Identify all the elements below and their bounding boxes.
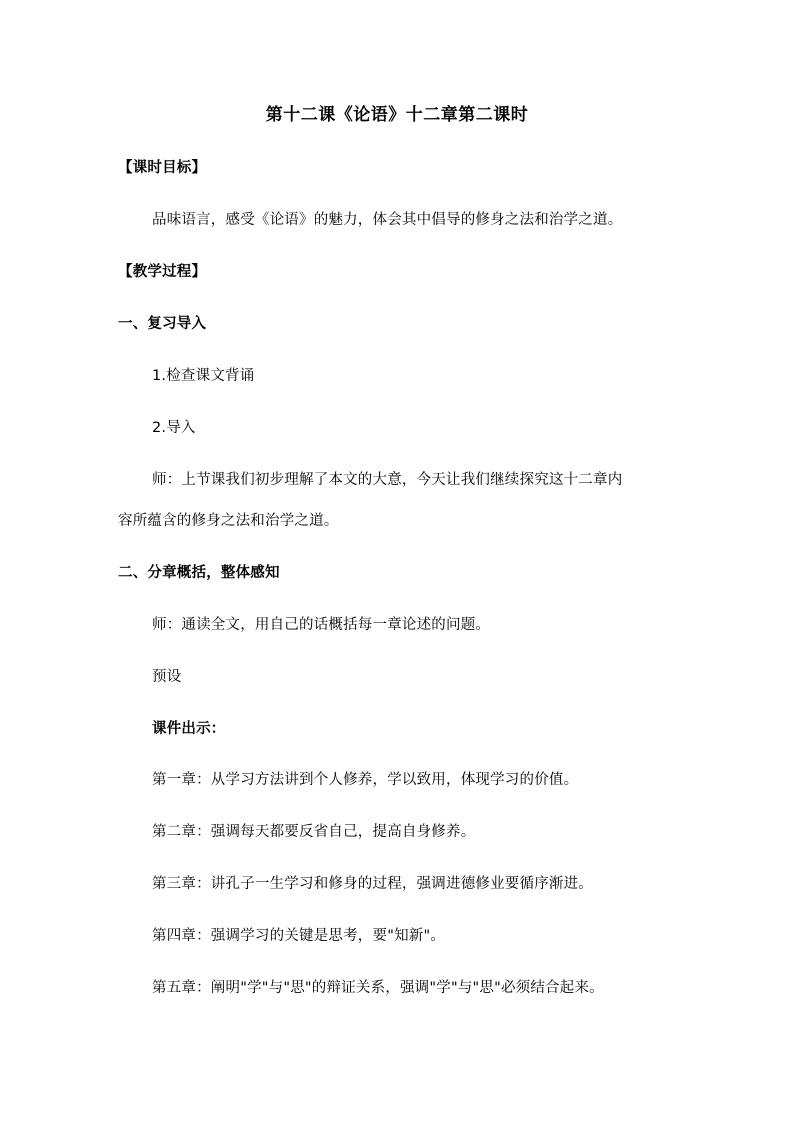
part2-teacher-paragraph: 师：通读全文，用自己的话概括每一章论述的问题。 <box>152 617 491 633</box>
goal-section-heading: 【课时目标】 <box>118 160 207 176</box>
part1-item-recitation: 1.检查课文背诵 <box>152 368 255 384</box>
courseware-label: 课件出示： <box>152 721 226 737</box>
part2-heading: 二、分章概括，整体感知 <box>118 565 280 581</box>
part1-teacher-paragraph-line1: 师：上节课我们初步理解了本文的大意，今天让我们继续探究这十二章内 <box>152 472 623 488</box>
chapter-summary: 第四章：强调学习的关键是思考，要"知新"。 <box>152 928 446 944</box>
document-title: 第十二课《论语》十二章第二课时 <box>265 105 529 125</box>
part1-heading: 一、复习导入 <box>118 316 207 332</box>
chapter-summary: 第三章：讲孔子一生学习和修身的过程，强调进德修业要循序渐进。 <box>152 876 593 892</box>
chapter-summary: 第一章：从学习方法讲到个人修养，学以致用，体现学习的价值。 <box>152 772 579 788</box>
part1-teacher-paragraph-line2: 容所蕴含的修身之法和治学之道。 <box>118 513 339 529</box>
chapter-summary: 第五章：阐明"学"与"思"的辩证关系，强调"学"与"思"必须结合起来。 <box>152 980 604 996</box>
preset-label: 预设 <box>152 669 182 685</box>
chapter-summary: 第二章：强调每天都要反省自己，提高自身修养。 <box>152 824 476 840</box>
part1-item-introduction: 2.导入 <box>152 420 196 436</box>
process-section-heading: 【教学过程】 <box>118 264 207 280</box>
goal-paragraph: 品味语言，感受《论语》的魅力，体会其中倡导的修身之法和治学之道。 <box>152 212 623 228</box>
